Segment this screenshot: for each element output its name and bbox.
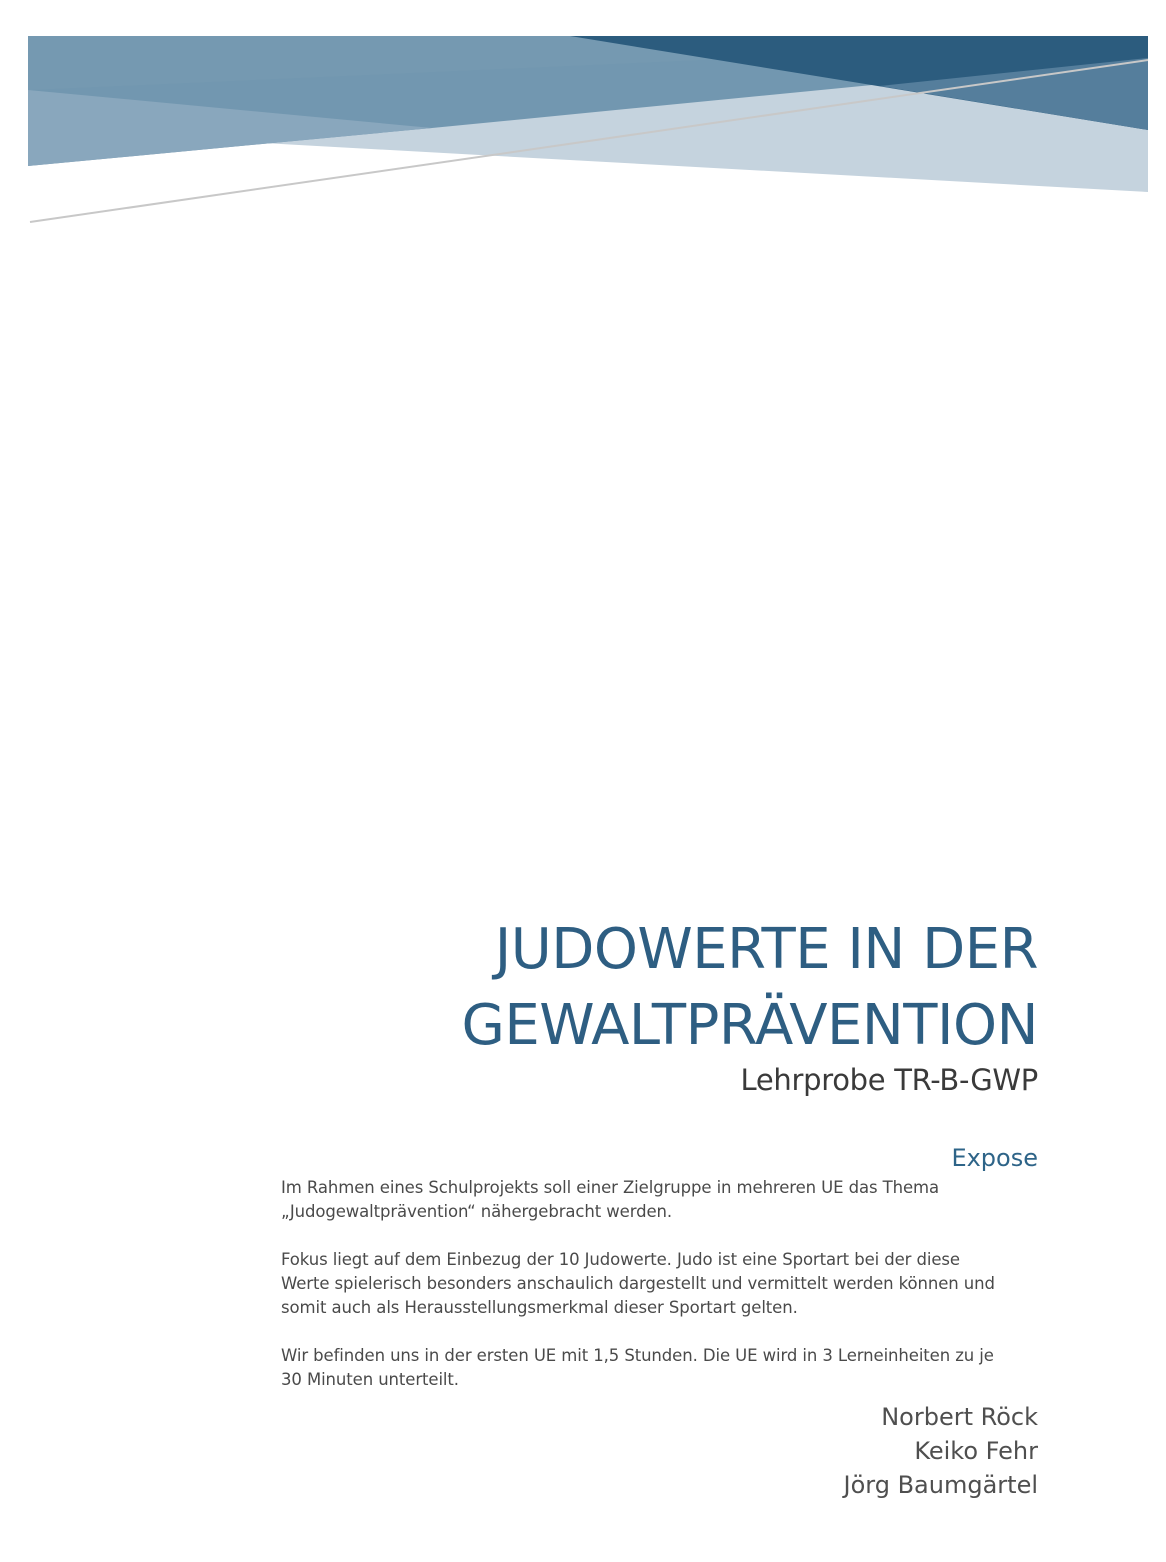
title-block	[278, 912, 1038, 1100]
author-name: Keiko Fehr	[914, 1437, 1038, 1465]
abstract-paragraph: Wir befinden uns in der ersten UE mit 1,5 Stunden. Die UE wird in 3 Lerneinheiten zu je 30 Minuten unterteilt.	[281, 1346, 994, 1389]
document-title-line-2: GEWALTPRÄVENTION	[461, 993, 1038, 1058]
author-name: Jörg Baumgärtel	[843, 1471, 1038, 1499]
abstract-paragraph: Im Rahmen eines Schulprojekts soll einer Zielgruppe in mehreren UE das Thema „Judogewaltprävention“ nähergebracht werden.	[281, 1178, 940, 1221]
abstract	[281, 1176, 1041, 1416]
document-subtitle: Lehrprobe TR-B-GWP	[740, 1063, 1038, 1097]
abstract-heading: Expose	[951, 1144, 1038, 1172]
header-decoration	[0, 0, 1166, 240]
abstract-paragraph: Fokus liegt auf dem Einbezug der 10 Judowerte. Judo ist eine Sportart bei der diese Werte spielerisch besonders anschaulich dargestellt und vermittelt werden können und somit auch als Herausstellungsmerkmal dieser Sportart gelten.	[281, 1250, 995, 1317]
document-title-line-1: JUDOWERTE IN DER	[494, 917, 1038, 982]
author-name: Norbert Röck	[881, 1403, 1038, 1431]
author-list	[844, 1400, 1038, 1502]
